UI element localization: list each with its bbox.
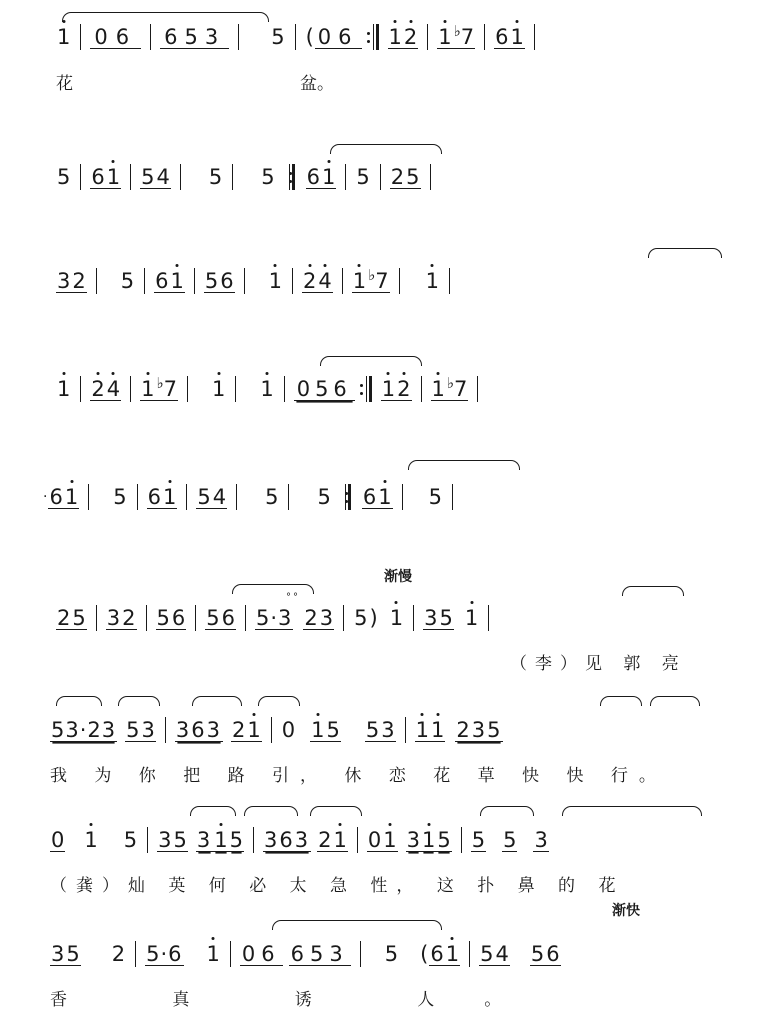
barline [449,268,450,294]
note: 1 [333,827,347,852]
note: 1 [311,717,325,742]
note: 5 [437,827,451,852]
note: 5 [113,485,127,509]
note: 1 [322,164,336,189]
beam-bracket-icon [118,696,160,706]
note: 1 [445,941,460,966]
note: 5 [439,605,453,630]
beam-bracket-icon [562,806,702,816]
barline [534,24,535,50]
barline [342,268,343,294]
barline [130,164,131,190]
barline [484,24,485,50]
barline [245,605,246,631]
note: 5 [72,605,86,630]
barline [380,164,381,190]
barline [488,605,489,631]
lyric-line-9 [0,990,772,1024]
barline [80,164,81,190]
note: 6 [495,24,509,49]
note: 5 [66,941,80,966]
barline [195,605,196,631]
beam-bracket-icon [258,696,300,706]
barline [232,164,233,190]
note: 3 [57,268,71,293]
note: 5 [57,165,71,189]
note-group: 53·23 [51,717,117,742]
note: 3 [534,827,548,852]
note: 0 [281,718,296,742]
note: 5 [356,165,370,189]
beam-bracket-icon [190,806,236,816]
note: 6 [362,484,377,509]
beam-bracket-icon [244,806,298,816]
note-group: 5·3 [256,605,293,630]
beam-bracket-icon [272,920,442,930]
pickup-dot: · [43,489,48,505]
note: 1 [415,717,429,742]
note: 1 [57,25,71,49]
note: 1 [106,164,121,189]
note: 5 [365,717,380,742]
note: 1 [206,942,220,966]
barline [137,484,138,510]
note: 6 [49,484,63,509]
note: 4 [106,376,121,401]
note: 1 [57,377,71,401]
note: 2 [390,164,405,189]
note: 5 [197,484,211,509]
note: 5 [261,165,275,189]
note: 1 [64,484,79,509]
beam-bracket-icon [408,460,520,470]
music-system-2 [0,116,772,224]
note: 6 [220,268,234,293]
note: 5 [173,827,187,852]
lyric-line-1 [0,74,772,108]
note: 2 [122,605,136,630]
repeat-end-icon [281,164,293,190]
note: 5 [530,941,545,966]
barline [357,827,358,853]
lyric-syllable: 花 [56,74,73,94]
barline [187,376,188,402]
note: 2 [397,376,411,401]
note: 5 [206,605,220,630]
barline [343,605,344,631]
note: ♭7 [368,265,389,293]
barline [399,268,400,294]
note: 6 [171,605,186,630]
note: 3 [319,605,334,630]
note-group: 06 [315,26,362,49]
barline [244,268,245,294]
note: 5 [204,268,219,293]
note: 5 [141,164,155,189]
note: 5 [326,717,340,742]
staff-line-2 [0,116,772,212]
note: 2 [403,24,418,49]
note: 1 [378,484,392,509]
beam-bracket-icon [56,696,102,706]
note: 1 [84,828,98,852]
note: 2 [72,268,86,293]
staff-line-5 [0,440,772,532]
barline [360,941,361,967]
barline [469,941,470,967]
note: 1 [268,269,282,293]
staff-line-3 [0,224,772,316]
note: 0 [367,827,382,852]
barline [130,376,131,402]
barline [413,605,414,631]
note: 1 [170,268,184,293]
barline [180,164,181,190]
note: 5 [126,717,140,742]
note: ♭7 [156,373,177,401]
barline [147,827,148,853]
note: 2 [111,942,126,966]
repeat-start-icon [360,376,372,402]
note: 5 [317,485,331,509]
note: 1 [260,377,274,401]
note: 3 [51,941,65,966]
note: 1 [438,24,452,49]
barline [253,827,254,853]
note: 3 [106,605,121,630]
music-system-6 [0,548,772,674]
note: 3 [424,605,438,630]
note: 6 [430,941,444,966]
note-group: 3 [196,827,213,852]
slur-icon [232,584,314,594]
barline [135,941,136,967]
note: 5 [123,828,138,852]
music-system-9 [0,886,772,1010]
barline [80,376,81,402]
note: 2 [304,605,318,630]
barline [477,376,478,402]
note: 1 [381,376,396,401]
barline [430,164,431,190]
beam-bracket-icon [192,696,242,706]
barline [230,941,231,967]
note: 2 [231,717,246,742]
barline [96,268,97,294]
barline [405,717,406,743]
barline [292,268,293,294]
note: 1 [464,606,479,630]
staff-line-7 [0,666,772,766]
note: 2 [318,827,332,852]
barline [235,376,236,402]
barline [288,484,289,510]
lyric-syllable: 盆。 [300,74,334,94]
note-group: 653 [160,26,229,49]
beam-bracket-icon [330,144,442,154]
barline [146,605,147,631]
repeat-end-icon [337,484,349,510]
barline [345,164,346,190]
note: 3 [141,717,155,742]
note: 3 [381,717,395,742]
music-system-4 [0,332,772,440]
open-paren: ( [420,942,429,966]
note-group: 06 [241,941,281,966]
barline [80,24,81,50]
barline [144,268,145,294]
note: 5 [156,605,170,630]
lyric-phrase: （龚）灿 英 何 必 太 急 性， 这 扑 鼻 的 花 [50,876,625,896]
tempo-mark-faster: 渐快 [612,903,640,919]
beam-bracket-icon [648,248,722,258]
staff-line-4 [0,332,772,424]
note: 1 [430,717,445,742]
barline [427,24,428,50]
note: ♭7 [446,373,468,401]
barline [452,484,453,510]
music-system-7 [0,666,772,786]
note: 5 [208,165,223,189]
beam-bracket-icon [600,696,642,706]
note: 5 [229,827,243,852]
barline [96,605,97,631]
barline [165,717,166,743]
note: 6 [546,941,560,966]
note: 3 [158,827,172,852]
note: 5 [480,941,494,966]
music-system-1 [0,0,772,116]
lyric-phrase: 我 为 你 把 路 引， 休 恋 花 草 快 快 行。 [50,766,667,786]
note: 5 [428,485,442,509]
barline [236,484,237,510]
barline [284,376,285,402]
note-group: 363 [264,827,311,852]
note: 5 [354,606,368,630]
note: 4 [156,164,170,189]
beam-bracket-icon [650,696,700,706]
note: 6 [155,268,169,293]
note-group: 056 [294,378,355,401]
repeat-start-icon [367,24,379,50]
note: 6 [306,164,320,189]
note: 6 [91,164,105,189]
barline [238,24,239,50]
note: 1 [162,484,177,509]
tempo-mark-slower: 渐慢 [384,569,412,585]
note-group: 653 [290,941,349,966]
beam-bracket-icon [62,12,269,22]
note: 5 [471,827,486,852]
barline [271,717,272,743]
note: 1 [352,268,367,293]
lyric-phrase: （李）见 郭 亮 [510,654,687,674]
staff-line-9 [0,886,772,990]
beam-bracket-icon [320,356,422,366]
note-group: 5·6 [146,941,183,966]
beam-bracket-icon [310,806,362,816]
note: 1 [421,827,436,852]
note: 6 [221,605,235,630]
note: 1 [510,24,524,49]
note-group: 235 [456,717,503,742]
note: 1 [383,827,397,852]
note: 5 [503,827,517,852]
note: 1 [247,717,261,742]
music-system-8 [0,776,772,896]
barline [295,24,296,50]
note: 5 [265,485,279,509]
beam-bracket-icon [622,586,684,596]
close-paren: ) [369,606,378,630]
barline [421,376,422,402]
staff-line-6 [0,548,772,654]
music-system-3 [0,224,772,332]
note: 2 [91,376,105,401]
note: 1 [141,376,155,401]
note: 1 [388,24,402,49]
open-paren: ( [305,25,314,49]
note: 4 [212,484,227,509]
note: 6 [147,484,161,509]
beam-bracket-icon [480,806,534,816]
note: 4 [495,941,509,966]
barline [186,484,187,510]
staff-line-8 [0,776,772,876]
note: 1 [425,269,439,293]
note: 1 [214,827,228,852]
note: 0 [51,827,65,852]
barline [194,268,195,294]
note: 2 [57,605,71,630]
barline [402,484,403,510]
note: 2 [303,268,317,293]
note: 4 [318,268,332,293]
note: 3 [406,827,420,852]
note: 1 [431,376,445,401]
note-group: 06 [90,26,141,49]
staff-line-1 [0,0,772,74]
barline [150,24,151,50]
note-group: 363 [175,717,222,742]
note: ♭7 [453,21,475,49]
note: 5 [120,269,135,293]
trill-mark: °° [286,592,300,603]
note: 5 [271,25,285,49]
barline [461,827,462,853]
music-system-5 [0,440,772,548]
note: 1 [211,377,226,401]
note: 1 [389,606,404,630]
note: 5 [406,164,420,189]
barline [88,484,89,510]
lyric-phrase: 香 真 诱 人。 [50,990,552,1010]
note: 5 [384,942,399,966]
